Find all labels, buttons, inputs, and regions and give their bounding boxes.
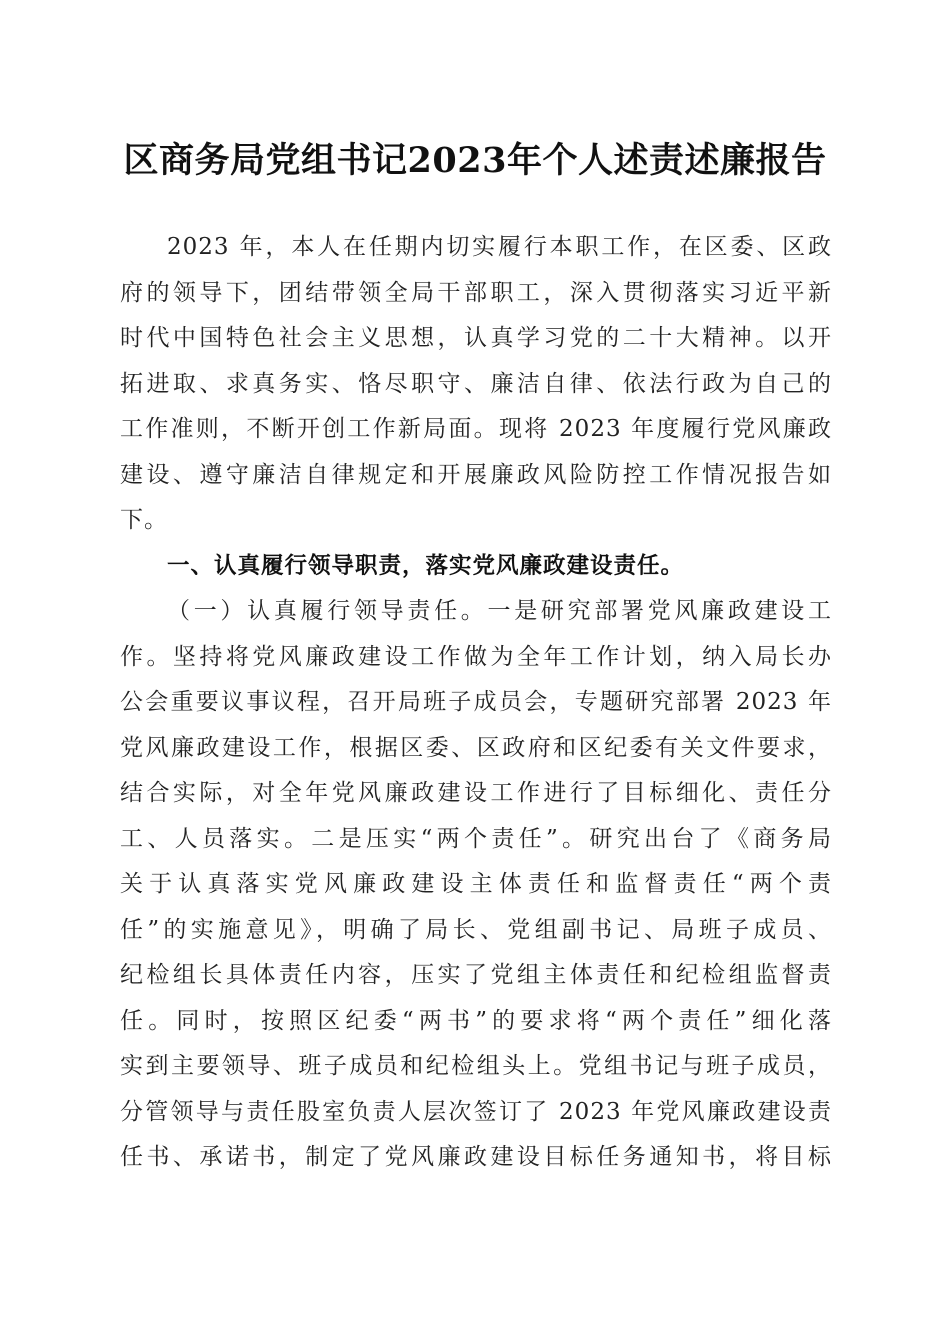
paragraph-line: 党风廉政建设工作，根据区委、区政府和区纪委有关文件要求， [120,734,832,761]
paragraph-line: （一）认真履行领导责任。一是研究部署党风廉政建设工 [167,598,832,624]
paragraph-line: 分管领导与责任股室负责人层次签订了 2023 年党风廉政建设责 [120,1098,832,1125]
paragraph-line: 工、人员落实。二是压实“两个责任”。研究出台了《商务局 [120,825,832,852]
paragraph-line: 下。 [120,507,168,533]
paragraph-line: 2023 年，本人在任期内切实履行本职工作，在区委、区政 [167,234,832,260]
document-title: 区商务局党组书记2023年个人述责述廉报告 [123,140,827,181]
paragraph-line: 府的领导下，团结带领全局干部职工，深入贯彻落实习近平新 [120,279,832,306]
paragraph-line: 纪检组长具体责任内容，压实了党组主体责任和纪检组监督责 [120,962,832,988]
paragraph-line: 关于认真落实党风廉政建设主体责任和监督责任“两个责 [120,871,832,897]
paragraph-line: 建设、遵守廉洁自律规定和开展廉政风险防控工作情况报告如 [120,461,832,488]
document-body [120,225,832,1181]
paragraph-line: 作。坚持将党风廉政建设工作做为全年工作计划，纳入局长办 [120,643,832,670]
paragraph-line: 公会重要议事议程，召开局班子成员会，专题研究部署 2023 年 [120,689,832,715]
paragraph-line: 任。同时，按照区纪委“两书”的要求将“两个责任”细化落 [120,1007,832,1034]
paragraph-line: 工作准则，不断开创工作新局面。现将 2023 年度履行党风廉政 [120,416,832,442]
paragraph-line: 拓进取、求真务实、恪尽职守、廉洁自律、依法行政为自己的 [120,370,832,397]
paragraph-line: 时代中国特色社会主义思想，认真学习党的二十大精神。以开 [120,325,832,351]
paragraph-line: 结合实际，对全年党风廉政建设工作进行了目标细化、责任分 [120,780,832,806]
paragraph-line: 任”的实施意见》，明确了局长、党组副书记、局班子成员、 [120,916,832,943]
paragraph-line: 任书、承诺书，制定了党风廉政建设目标任务通知书，将目标 [120,1144,832,1170]
section-heading: 一、认真履行领导职责，落实党风廉政建设责任。 [167,552,685,579]
paragraph-line: 实到主要领导、班子成员和纪检组头上。党组书记与班子成员， [120,1053,832,1079]
